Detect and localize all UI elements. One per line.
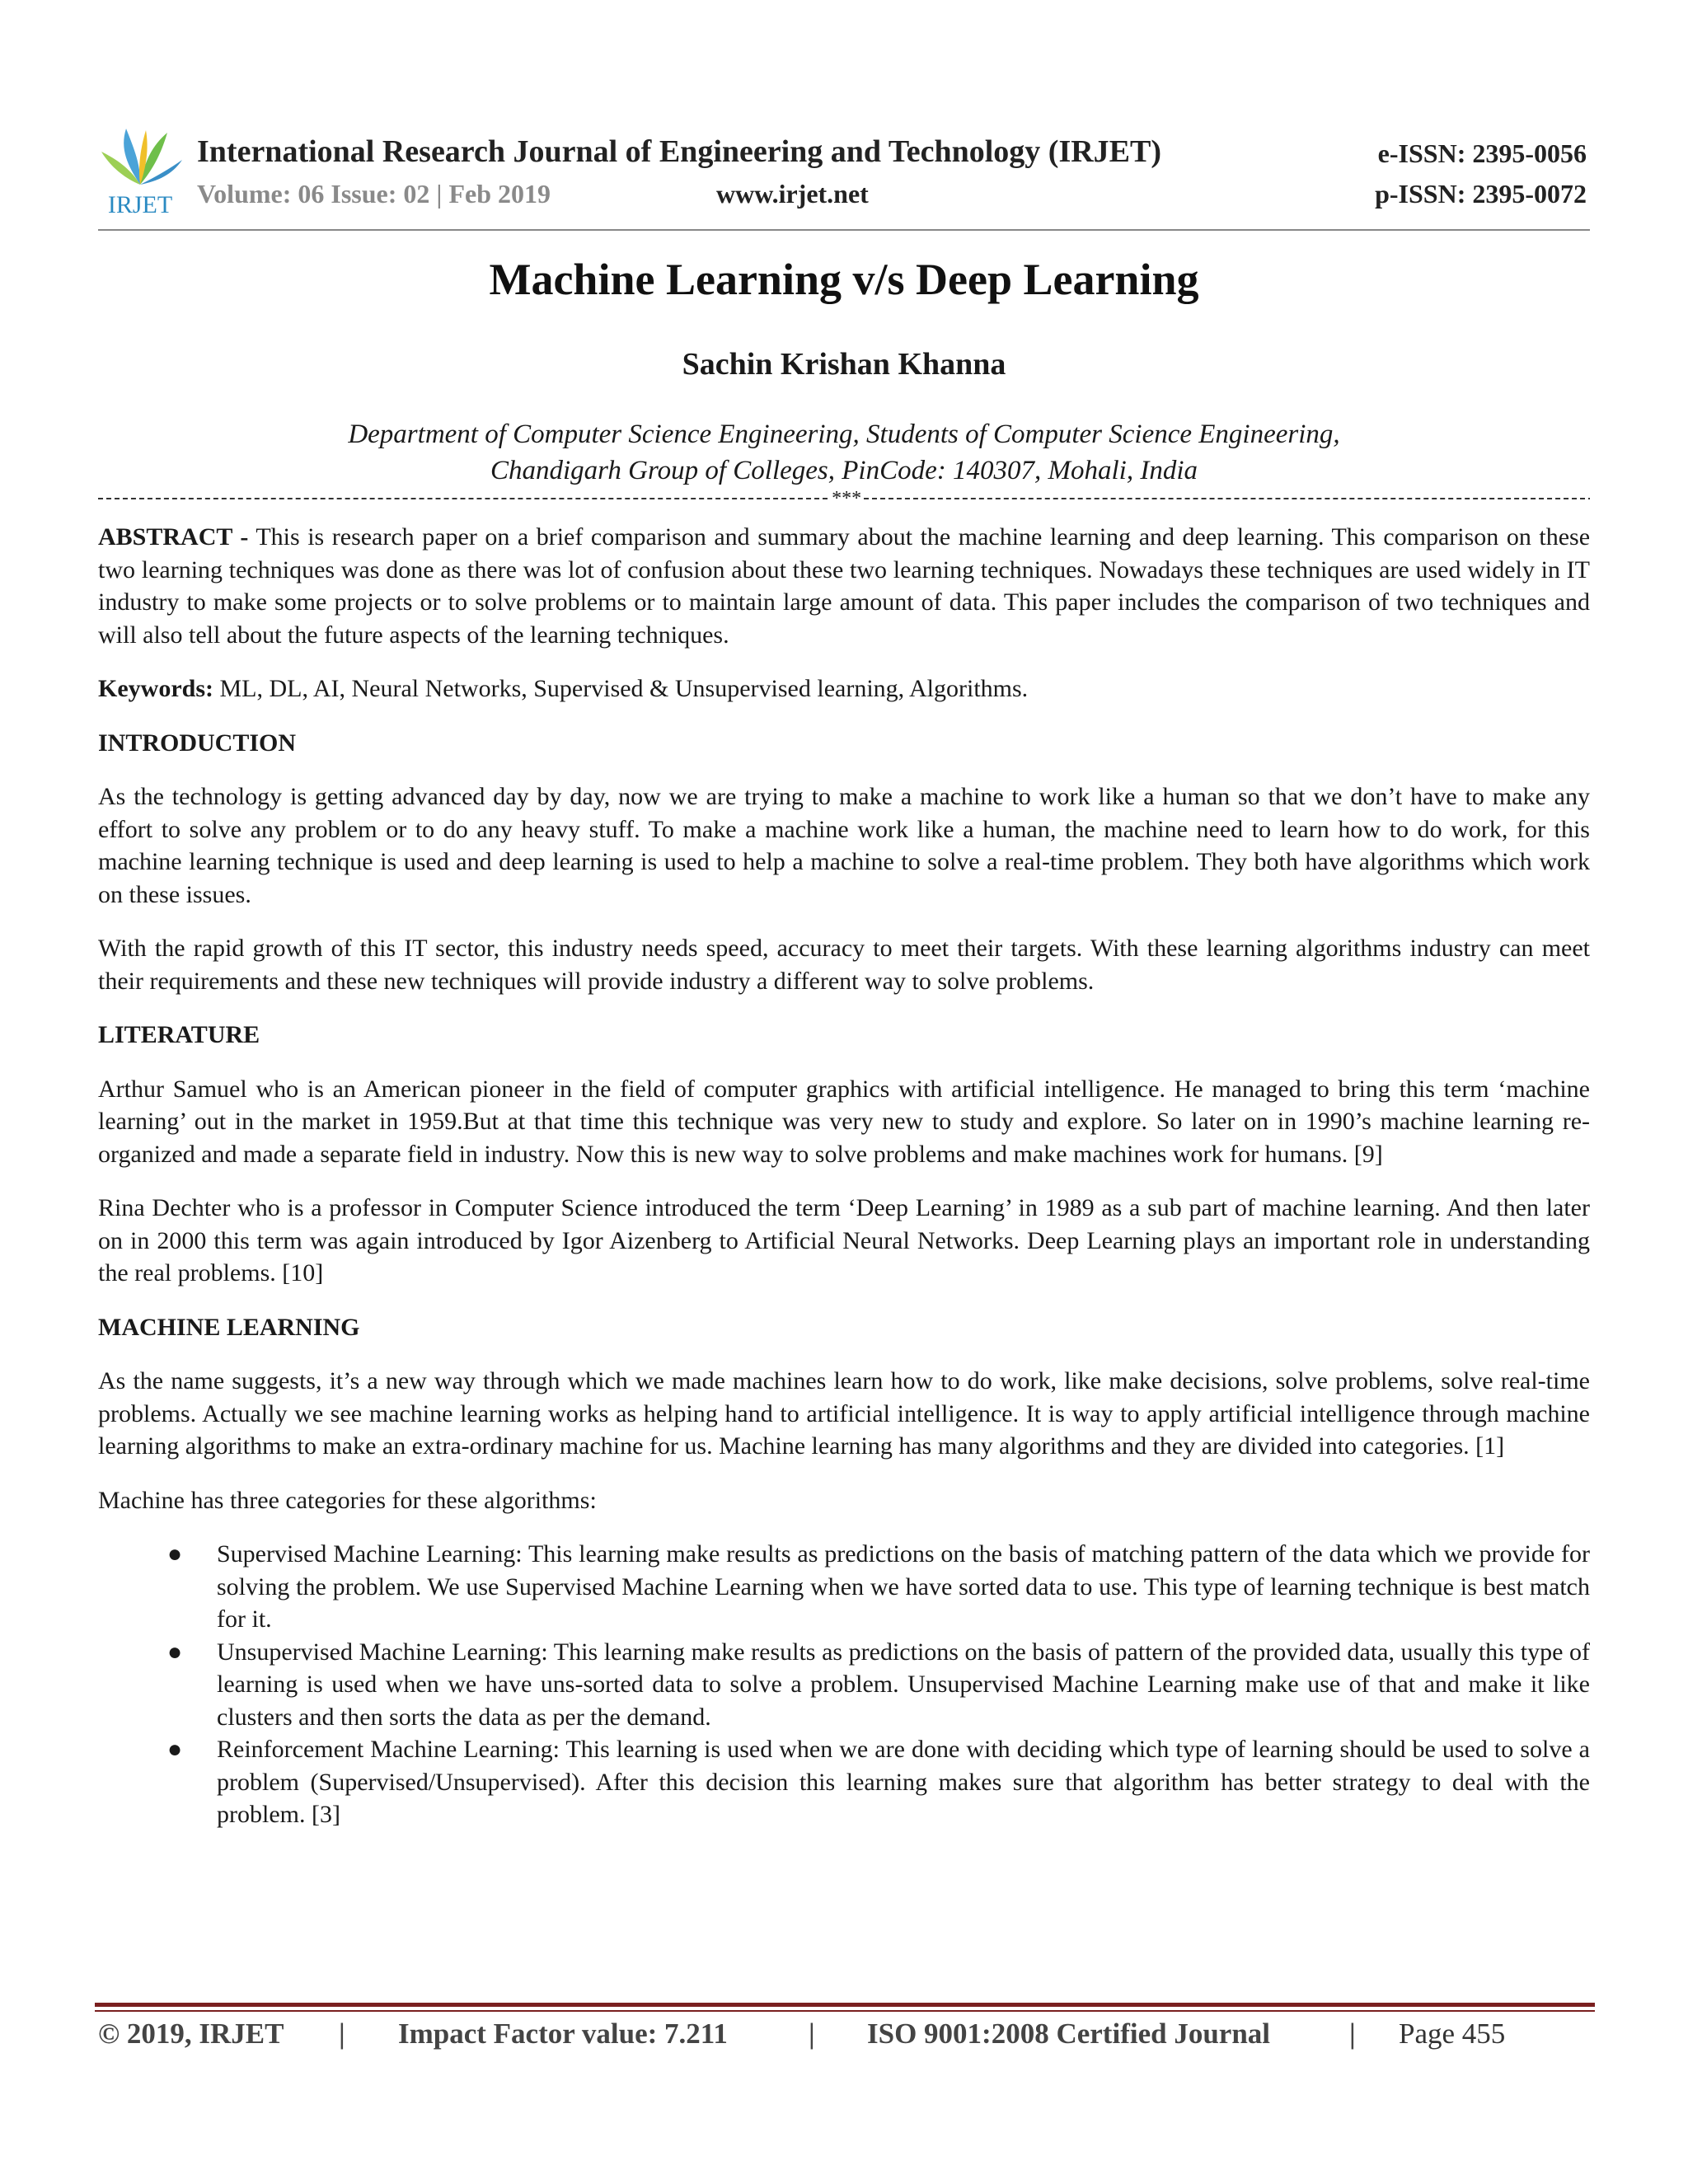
list-item [167, 1538, 1590, 1636]
paragraph: As the technology is getting advanced day by day, now we are trying to make a machine to work like a human so that we don’t have to make any effort to solve any problem or to do any heavy stuff. To make a machine work like a human, the machine need to learn how to do work, for this machine learning technique is used and deep learning is used to help a machine to solve a real-time problem. They both have algorithms which work on these issues. [98, 783, 1590, 908]
footer-divider [95, 2003, 1595, 2007]
paragraph: Machine has three categories for these algorithms: [98, 1486, 597, 1514]
author-name: Sachin Krishan Khanna [682, 347, 1006, 382]
footer-separator: | [809, 2018, 815, 2050]
paragraph: As the name suggests, it’s a new way through which we made machines learn how to do work, like make decisions, solve problems, solve real-time problems. Actually we see machine learning works as helping hand to artificial intelligence. It is way to apply artificial intelligence through machine learning algorithms to make an extra-ordinary machine for us. Machine learning has many algorithms and they are divided into categories. [1] [98, 1367, 1590, 1460]
journal-title: International Research Journal of Engineering and Technology (IRJET) [197, 134, 1162, 169]
paper-title: Machine Learning v/s Deep Learning [489, 255, 1199, 304]
paragraph: With the rapid growth of this IT sector, this industry needs speed, accuracy to meet their targets. With these learning algorithms industry can meet their requirements and these new techniques will provide industry a different way to solve problems. [98, 935, 1590, 995]
header-divider [98, 229, 1590, 231]
journal-header [98, 115, 1590, 231]
bullet-icon: ● [167, 1736, 183, 1763]
footer-divider-thin [95, 2010, 1595, 2012]
e-issn: e-ISSN: 2395-0056 [1377, 138, 1587, 168]
affiliation-line: Chandigarh Group of Colleges, PinCode: 140307, Mohali, India [490, 456, 1198, 485]
journal-website-link[interactable]: www.irjet.net [716, 179, 869, 209]
list-item [167, 1636, 1590, 1734]
footer-iso: ISO 9001:2008 Certified Journal [867, 2018, 1271, 2050]
section-heading: INTRODUCTION [98, 729, 297, 757]
keywords-label: Keywords: [98, 675, 213, 702]
page-number: Page 455 [1399, 2018, 1506, 2050]
affiliation-line: Department of Computer Science Engineering, Students of Computer Science Engineering, [348, 419, 1340, 449]
p-issn: p-ISSN: 2395-0072 [1375, 179, 1587, 209]
author-affiliation [98, 416, 1590, 489]
bullet-icon: ● [167, 1638, 183, 1666]
abstract [98, 521, 1590, 651]
paragraph: Arthur Samuel who is an American pioneer in the field of computer graphics with artificial intelligence. He managed to bring this term ‘machine learning’ out in the market in 1959.But at that time this technique was very new to study and explore. So later on in 1990’s machine learning re-organized and made a separate field in industry. Now this is new way to solve problems and make machines work for humans. [9] [98, 1075, 1590, 1168]
abstract-label: ABSTRACT - [98, 523, 249, 551]
bullet-icon: ● [167, 1540, 183, 1568]
abstract-text: This is research paper on a brief comparison and summary about the machine learning and deep learning. This comparison on these two learning techniques was done as there was lot of confusion about these two learning techniques. Nowadays these techniques are used widely in IT industry to make some projects or to solve problems or to maintain large amount of data. This paper includes the comparison of two techniques and will also tell about the future aspects of the learning techniques. [98, 523, 1591, 649]
paper-body [98, 521, 1590, 1831]
volume-issue: Volume: 06 Issue: 02 | Feb 2019 [197, 179, 551, 209]
footer-impact-factor: Impact Factor value: 7.211 [398, 2018, 728, 2050]
irjet-logo [95, 120, 185, 219]
separator-stars: *** [831, 490, 860, 506]
footer-separator: | [339, 2018, 345, 2050]
paragraph: Rina Dechter who is a professor in Computer Science introduced the term ‘Deep Learning’ in 1989 as a sub part of machine learning. And then later on in 2000 this term was again introduced by Igor Aizenberg to Artificial Neural Networks. Deep Learning plays an important role in understanding the real problems. [10] [98, 1194, 1590, 1286]
list-item-text: Unsupervised Machine Learning: This learning make results as predictions on the basis of pattern of the provided data, usually this type of learning is used when we have uns-sorted data to solve a problem. Unsupervised Machine Learning make use of that and make it like clusters and then sorts the data as per the demand. [217, 1638, 1590, 1731]
list-item-text: Reinforcement Machine Learning: This learning is used when we are done with deciding which type of learning should be used to solve a problem (Supervised/Unsupervised). After this decision this learning makes sure that algorithm has better strategy to deal with the problem. [3] [217, 1736, 1590, 1828]
ml-categories-list [98, 1538, 1590, 1831]
footer-separator: | [1349, 2018, 1356, 2050]
keywords [98, 673, 1590, 705]
section-separator [98, 490, 1590, 506]
section-heading: LITERATURE [98, 1021, 260, 1048]
section-heading: MACHINE LEARNING [98, 1313, 360, 1341]
keywords-text: ML, DL, AI, Neural Networks, Supervised & Unsupervised learning, Algorithms. [219, 675, 1029, 702]
list-item [167, 1733, 1590, 1831]
list-item-text: Supervised Machine Learning: This learning make results as predictions on the basis of matching pattern of the data which we provide for solving the problem. We use Supervised Machine Learning when we have sorted data to use. This type of learning technique is best match for it. [217, 1540, 1590, 1633]
logo-text: IRJET [107, 191, 173, 218]
footer-copyright: © 2019, IRJET [98, 2018, 284, 2050]
